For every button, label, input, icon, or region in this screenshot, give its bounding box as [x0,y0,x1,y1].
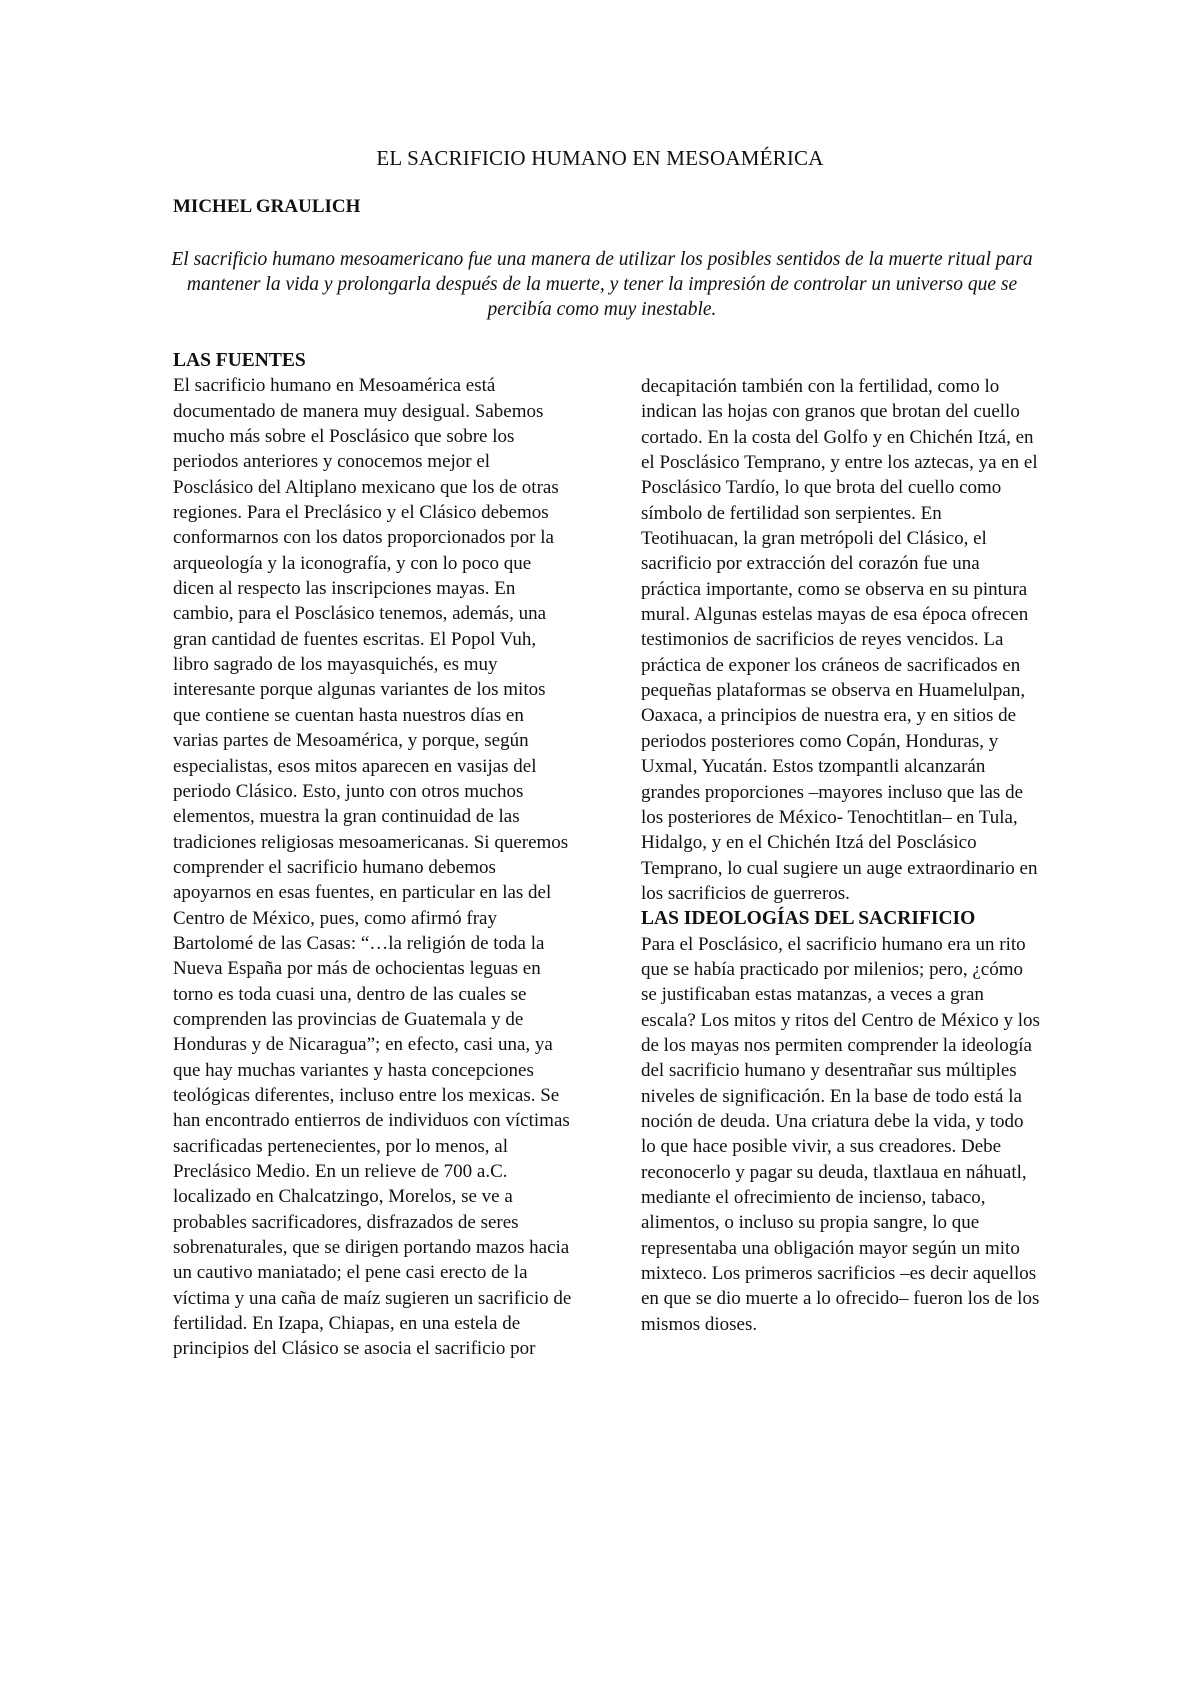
section-body-fuentes-part2: decapitación también con la fertilidad, como lo indican las hojas con granos que brotan del cuello cortado. En la costa del Golfo y en Chichén Itzá, en el Posclásico Temprano, y entre los aztecas, ya en el Posclásico Tardío, lo que brota del cuello como símbolo de fertilidad son serpientes. En Teotihuacan, la gran metrópoli del Clásico, el sacrificio por extracción del corazón fue una práctica importante, como se observa en su pintura mural. Algunas estelas mayas de esa época ofrecen testimonios de sacrificios de reyes vencidos. La práctica de exponer los cráneos de sacrificados en pequeñas plataformas se observa en Huamelulpan, Oaxaca, a principios de nuestra era, y en sitios de periodos posteriores como Copán, Honduras, y Uxmal, Yucatán. Estos tzompantli alcanzarán grandes proporciones –mayores incluso que las de los posteriores de México- Tenochtitlan– en Tula, Hidalgo, y en el Chichén Itzá del Posclásico Temprano, lo cual sugiere un auge extraordinario en los sacrificios de guerreros. [641,376,1038,904]
section-body-ideologias: Para el Posclásico, el sacrificio humano era un rito que se había practicado por milenios; pero, ¿cómo se justificaban estas matanzas, a veces a gran escala? Los mitos y ritos del Centro de México y los de los mayas nos permiten comprender la ideología del sacrificio humano y desentrañar sus múltiples niveles de significación. En la base de todo está la noción de deuda. Una criatura debe la vida, y todo lo que hace posible vivir, a sus creadores. Debe reconocerlo y pagar su deuda, tlaxtlaua en náhuatl, mediante el ofrecimiento de incienso, tabaco, alimentos, o incluso su propia sangre, lo que representaba una obligación mayor según un mito mixteco. Los primeros sacrificios –es decir aquellos en que se dio muerte a lo ofrecido– fueron los de los mismos dioses. [641,933,1040,1335]
author-name: MICHEL GRAULICH [173,196,361,217]
left-column [173,348,573,1362]
section-body-fuentes-part1: El sacrificio humano en Mesoamérica está documentado de manera muy desigual. Sabemos mucho más sobre el Posclásico que sobre los periodos anteriores y conocemos mejor el Posclásico del Altiplano mexicano que los de otras regiones. Para el Preclásico y el Clásico debemos conformarnos con los datos proporcionados por la arqueología y la iconografía, y con lo poco que dicen al respecto las inscripciones mayas. En cambio, para el Posclásico tenemos, además, una gran cantidad de fuentes escritas. El Popol Vuh, libro sagrado de los mayasquichés, es muy interesante porque algunas variantes de los mitos que contiene se cuentan hasta nuestros días en varias partes de Mesoamérica, y porque, según especialistas, esos mitos aparecen en vasijas del periodo Clásico. Esto, junto con otros muchos elementos, muestra la gran continuidad de las tradiciones religiosas mesoamericanas. Si queremos comprender el sacrificio humano debemos apoyarnos en esas fuentes, en particular en las del Centro de México, pues, como afirmó fray Bartolomé de las Casas: “…la religión de toda la Nueva España por más de ochocientas leguas en torno es toda cuasi una, dentro de las cuales se comprenden las provincias de Guatemala y de Honduras y de Nicaragua”; en efecto, casi una, ya que hay muchas variantes y hasta concepciones teológicas diferentes, incluso entre los mexicas. Se han encontrado entierros de individuos con víctimas sacrificadas pertenecientes, por lo menos, al Preclásico Medio. En un relieve de 700 a.C. localizado en Chalcatzingo, Morelos, se ve a probables sacrificadores, disfrazados de seres sobrenaturales, que se dirigen portando mazos hacia un cautivo maniatado; el pene casi erecto de la víctima y una caña de maíz sugieren un sacrificio de fertilidad. En Izapa, Chiapas, en una estela de principios del Clásico se asocia el sacrificio por [173,375,572,1360]
abstract-text: El sacrificio humano mesoamericano fue una manera de utilizar los posibles sentidos de la muerte ritual para mantener la vida y prolongarla después de la muerte, y tener la impresión de controlar un universo que se percibía como muy inestable. [171,249,1033,320]
right-column [641,374,1041,1337]
section-heading-fuentes: LAS FUENTES [173,350,306,371]
section-heading-ideologias: LAS IDEOLOGÍAS DEL SACRIFICIO [641,908,976,930]
document-title: EL SACRIFICIO HUMANO EN MESOAMÉRICA [376,146,824,170]
